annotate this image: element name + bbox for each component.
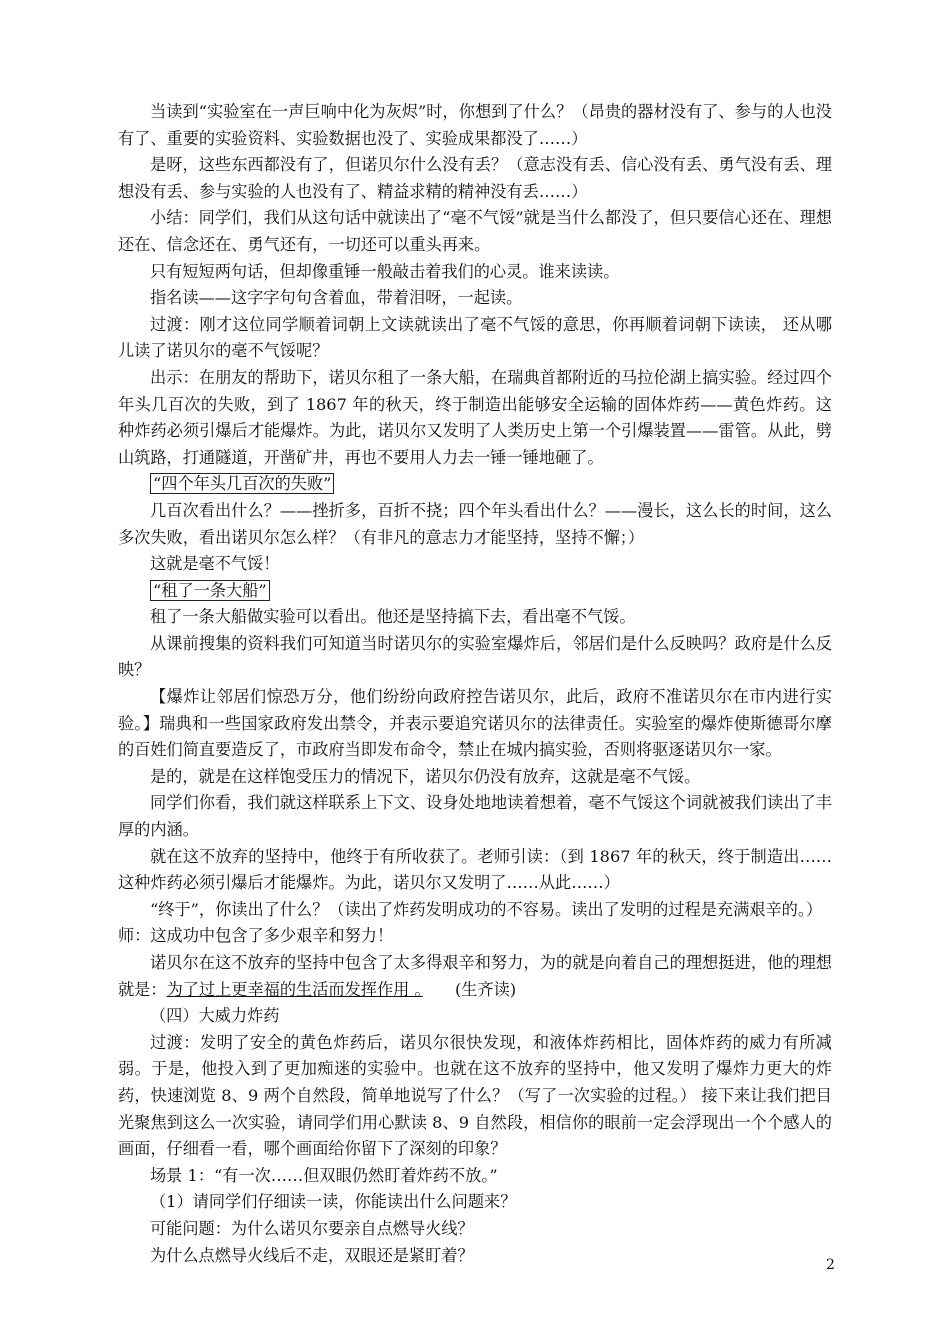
paragraph: 出示：在朋友的帮助下，诺贝尔租了一条大船，在瑞典首都附近的马拉伦湖上搞实验。经过四个年头几百次的失败，到了 1867 年的秋天，终于制造出能够安全运输的固体炸药——黄色炸药。这种炸药必须引爆后才能爆炸。为此，诺贝尔又发明了人类历史上第一个引爆装置——雷管。从此，劈山筑路，打通隧道，开凿矿井，再也不要用人力去一锤一锤地砸了。	[118, 367, 832, 467]
paragraph: 只有短短两句话，但却像重锤一般敲击着我们的心灵。谁来读读。	[150, 261, 620, 281]
boxed-phrase: “四个年头几百次的失败”	[150, 473, 334, 494]
paragraph: 【爆炸让邻居们惊恐万分，他们纷纷向政府控告诺贝尔，此后，政府不准诺贝尔在市内进行实验。】瑞典和一些国家政府发出禁令，并表示要追究诺贝尔的法律责任。实验室的爆炸使斯德哥尔摩的百姓们简直要造反了，市政府当即发布命令，禁止在城内搞实验，否则将驱逐诺贝尔一家。	[118, 687, 832, 760]
paragraph: 就在这不放弃的坚持中，他终于有所收获了。老师引读：（到 1867 年的秋天，终于制造出……这种炸药必须引爆后才能爆炸。为此，诺贝尔又发明了……从此……）	[118, 846, 832, 893]
page-number: 2	[826, 1257, 835, 1273]
paragraph: 从课前搜集的资料我们可知道当时诺贝尔的实验室爆炸后，邻居们是什么反映吗？政府是什么反映？	[118, 633, 832, 680]
boxed-phrase: “租了一条大船”	[150, 580, 270, 601]
paragraph: 当读到“实验室在一声巨响中化为灰烬”时，你想到了什么？（昂贵的器材没有了、参与的人也没有了、重要的实验资料、实验数据也没了、实验成果都没了……）	[118, 102, 832, 148]
underlined-answer: 为了过上更幸福的生活而发挥作用 。	[166, 979, 423, 999]
paragraph: 是的，就是在这样饱受压力的情况下，诺贝尔仍没有放弃，这就是毫不气馁。	[150, 766, 701, 786]
paragraph: 小结：同学们，我们从这句话中就读出了“毫不气馁”就是当什么都没了，但只要信心还在、理想还在、信念还在、勇气还有，一切还可以重头再来。	[118, 208, 832, 254]
paragraph: 几百次看出什么？——挫折多，百折不挠；四个年头看出什么？——漫长，这么长的时间，这么多次失败，看出诺贝尔怎么样？（有非凡的意志力才能坚持，坚持不懈；）	[118, 500, 832, 547]
paragraph	[118, 578, 832, 605]
paragraph: 过渡：发明了安全的黄色炸药后，诺贝尔很快发现，和液体炸药相比，固体炸药的威力有所减弱。于是，他投入到了更加痴迷的实验中。也就在这不放弃的坚持中，他又发明了爆炸力更大的炸药，快速浏览 8、9 两个自然段，简单地说写了什么？（写了一次实验的过程。） 接下来让我们把目光聚焦到这么一次实验，请同学们用心默读 8、9 自然段，相信你的眼前一定会浮现出一个个感人的画面，仔细看一看，哪个画面给你留下了深刻的印象？	[118, 1032, 832, 1159]
paragraph: （1）请同学们仔细读一读，你能读出什么问题来？	[150, 1192, 517, 1212]
paragraph	[118, 471, 832, 498]
paragraph: 指名读——这字字句句含着血，带着泪呀，一起读。	[150, 288, 523, 308]
document-body	[118, 99, 832, 1269]
paragraph-note: (生齐读)	[454, 979, 517, 999]
paragraph: 可能问题：为什么诺贝尔要亲自点燃导火线？	[150, 1218, 474, 1238]
paragraph: “终于”，你读出了什么？（读出了炸药发明成功的不容易。读出了发明的过程是充满艰辛的。）	[150, 899, 823, 919]
section-heading: （四）大威力炸药	[150, 1006, 280, 1026]
paragraph: 师：这成功中包含了多少艰辛和努力！	[118, 926, 394, 946]
paragraph: 是呀，这些东西都没有了，但诺贝尔什么没有丢？（意志没有丢、信心没有丢、勇气没有丢、理想没有丢、参与实验的人也没有了、精益求精的精神没有丢……）	[118, 155, 832, 201]
paragraph-text: 诺贝尔在这不放弃的坚持中包含了太多得艰辛和努力，为的就是向着自己的理想挺进，他的理想就是：	[118, 953, 832, 999]
paragraph: 场景 1：“有一次……但双眼仍然盯着炸药不放。”	[150, 1165, 498, 1185]
paragraph: 过渡：刚才这位同学顺着词朝上文读就读出了毫不气馁的意思，你再顺着词朝下读读， 还从哪儿读了诺贝尔的毫不气馁呢？	[118, 314, 832, 361]
paragraph: 同学们你看，我们就这样联系上下文、设身处地地读着想着，毫不气馁这个词就被我们读出了丰厚的内涵。	[118, 793, 832, 840]
paragraph	[118, 950, 832, 1003]
paragraph: 为什么点燃导火线后不走，双眼还是紧盯着？	[150, 1245, 474, 1265]
paragraph: 租了一条大船做实验可以看出。他还是坚持搞下去，看出毫不气馁。	[150, 607, 636, 627]
paragraph: 这就是毫不气馁！	[150, 554, 280, 574]
